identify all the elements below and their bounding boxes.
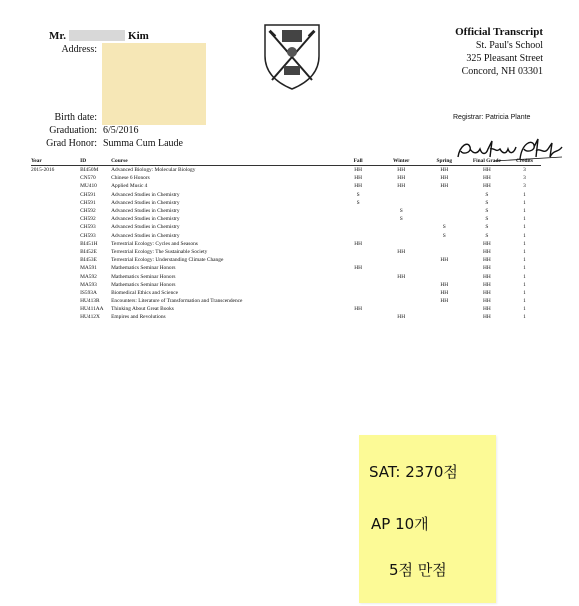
cell-course: Empires and Revolutions (111, 314, 166, 321)
cell-fall (337, 281, 380, 289)
cell-final-grade: HH (482, 183, 491, 190)
school-name: St. Paul's School (475, 40, 543, 51)
grad-honor-value: Summa Cum Laude (103, 138, 183, 149)
cell-winter (380, 191, 423, 199)
cell-winter: HH (397, 314, 406, 321)
cell-id: MU410 (80, 183, 97, 190)
registrar-line: Registrar: Patricia Plante (453, 114, 531, 121)
cell-credits: 1 (523, 314, 526, 321)
header-winter: Winter (393, 158, 410, 164)
cell-spring (423, 215, 466, 223)
table-row (31, 264, 541, 272)
cell-id: IS593A (80, 289, 97, 296)
table-row (31, 223, 541, 231)
cell-final-grade: S (485, 208, 489, 215)
cell-id: MA591 (80, 265, 97, 272)
cell-id: HU411AA (80, 306, 104, 313)
grades-header-row (31, 157, 541, 166)
cell-id: CH592 (80, 216, 96, 223)
school-street: 325 Pleasant Street (466, 53, 543, 64)
transcript-title: Official Transcript (455, 26, 543, 38)
cell-fall: S (356, 191, 360, 198)
cell-fall: HH (354, 240, 363, 247)
cell-credits: 1 (523, 257, 526, 264)
cell-fall (337, 223, 380, 231)
header-spring: Spring (436, 158, 453, 164)
cell-spring: S (442, 232, 446, 239)
cell-id: CH591 (80, 199, 96, 206)
table-row (31, 289, 541, 297)
cell-year (31, 223, 80, 231)
table-row (31, 256, 541, 264)
cell-fall: HH (354, 167, 363, 174)
cell-course: Encounters: Literature of Transformation and Transcendence (111, 298, 243, 305)
cell-fall (337, 313, 380, 321)
school-info (455, 26, 543, 78)
header-credits: Credits (515, 158, 533, 164)
cell-final-grade: HH (482, 306, 491, 313)
cell-final-grade: HH (482, 298, 491, 305)
cell-id: CH593 (80, 224, 96, 231)
cell-spring (423, 313, 466, 321)
table-row (31, 297, 541, 305)
cell-winter (380, 264, 423, 272)
cell-spring: HH (440, 281, 449, 288)
cell-winter: S (399, 216, 403, 223)
cell-id: HU412X (80, 314, 100, 321)
cell-final-grade: S (485, 224, 489, 231)
cell-course: Mathematics Seminar Honors (111, 273, 176, 280)
cell-course: Advanced Studies in Chemistry (111, 199, 180, 206)
cell-spring (423, 305, 466, 313)
table-row (31, 248, 541, 256)
cell-year (31, 313, 80, 321)
cell-winter (380, 223, 423, 231)
cell-id: MA593 (80, 281, 97, 288)
cell-credits: 1 (523, 208, 526, 215)
cell-fall: HH (354, 306, 363, 313)
cell-fall (337, 289, 380, 297)
address-redaction (102, 43, 206, 125)
cell-fall: HH (354, 265, 363, 272)
cell-winter: S (399, 208, 403, 215)
cell-winter (380, 289, 423, 297)
cell-year (31, 191, 80, 199)
cell-id: BI451H (80, 240, 98, 247)
cell-course: Advanced Studies in Chemistry (111, 224, 180, 231)
graduation-value: 6/5/2016 (103, 125, 139, 136)
cell-fall: S (356, 199, 360, 206)
cell-course: Mathematics Seminar Honors (111, 265, 176, 272)
table-row (31, 240, 541, 248)
address-label: Address: (61, 44, 97, 55)
cell-id: CH593 (80, 232, 96, 239)
cell-fall (337, 272, 380, 280)
table-row (31, 281, 541, 289)
header-fall: Fall (353, 158, 363, 164)
cell-credits: 1 (523, 306, 526, 313)
cell-year (31, 281, 80, 289)
cell-final-grade: HH (482, 273, 491, 280)
cell-year (31, 240, 80, 248)
cell-credits: 1 (523, 216, 526, 223)
cell-winter: HH (397, 273, 406, 280)
cell-id: HU413R (80, 298, 100, 305)
cell-course: Advanced Studies in Chemistry (111, 232, 180, 239)
cell-credits: 1 (523, 232, 526, 239)
student-name (49, 30, 149, 42)
cell-winter: HH (397, 175, 406, 182)
cell-spring (423, 240, 466, 248)
cell-id: CN570 (80, 175, 96, 182)
cell-final-grade: HH (482, 289, 491, 296)
cell-fall (337, 232, 380, 240)
cell-id: MA592 (80, 273, 97, 280)
header-final-grade: Final Grade (472, 158, 501, 164)
surname: Kim (128, 30, 149, 42)
cell-winter: HH (397, 248, 406, 255)
cell-credits: 1 (523, 248, 526, 255)
cell-year (31, 305, 80, 313)
table-row (31, 232, 541, 240)
table-row (31, 215, 541, 223)
cell-course: Applied Music 4 (111, 183, 148, 190)
cell-course: Biomedical Ethics and Science (111, 289, 179, 296)
cell-spring: HH (440, 298, 449, 305)
header-course: Course (111, 158, 128, 164)
header-year: Year (31, 158, 42, 164)
table-row (31, 199, 541, 207)
cell-credits: 1 (523, 199, 526, 206)
cell-fall (337, 248, 380, 256)
sticky-note-sat: SAT: 2370점 (369, 463, 458, 481)
cell-final-grade: HH (482, 257, 491, 264)
cell-year (31, 289, 80, 297)
grades-table (31, 157, 541, 322)
cell-spring (423, 191, 466, 199)
cell-id: BI452E (80, 248, 97, 255)
school-crest-icon (262, 22, 322, 92)
cell-fall (337, 207, 380, 215)
salutation: Mr. (49, 30, 67, 42)
cell-winter (380, 199, 423, 207)
cell-credits: 1 (523, 298, 526, 305)
sticky-note-ap: AP 10개 (371, 515, 429, 533)
cell-fall (337, 297, 380, 305)
cell-winter (380, 240, 423, 248)
cell-final-grade: S (485, 191, 489, 198)
cell-year (31, 207, 80, 215)
cell-fall: HH (354, 175, 363, 182)
cell-final-grade: HH (482, 240, 491, 247)
cell-year (31, 174, 80, 182)
cell-winter: HH (397, 167, 406, 174)
cell-credits: 3 (523, 175, 526, 182)
cell-year (31, 256, 80, 264)
cell-spring (423, 272, 466, 280)
table-row (31, 272, 541, 280)
cell-year: 2015-2016 (31, 167, 55, 174)
cell-spring: HH (440, 167, 449, 174)
cell-credits: 1 (523, 240, 526, 247)
cell-spring: HH (440, 257, 449, 264)
cell-id: CH591 (80, 191, 96, 198)
cell-credits: 1 (523, 289, 526, 296)
cell-spring: S (442, 224, 446, 231)
cell-course: Terrestrial Ecology: Understanding Climate Change (111, 257, 224, 264)
cell-final-grade: S (485, 216, 489, 223)
cell-year (31, 264, 80, 272)
cell-credits: 1 (523, 281, 526, 288)
table-row (31, 174, 541, 182)
cell-final-grade: S (485, 199, 489, 206)
table-row (31, 166, 541, 175)
cell-final-grade: HH (482, 281, 491, 288)
graduation-label: Graduation: (49, 125, 97, 136)
cell-credits: 1 (523, 191, 526, 198)
cell-credits: 3 (523, 167, 526, 174)
cell-winter (380, 305, 423, 313)
school-city: Concord, NH 03301 (461, 66, 543, 77)
cell-final-grade: HH (482, 248, 491, 255)
cell-winter: HH (397, 183, 406, 190)
cell-year (31, 297, 80, 305)
cell-spring (423, 199, 466, 207)
cell-final-grade: HH (482, 167, 491, 174)
cell-winter (380, 281, 423, 289)
cell-spring (423, 264, 466, 272)
sticky-note (359, 435, 496, 603)
cell-winter (380, 297, 423, 305)
cell-course: Advanced Studies in Chemistry (111, 216, 180, 223)
cell-credits: 1 (523, 265, 526, 272)
cell-course: Advanced Biology: Molecular Biology (111, 167, 196, 174)
cell-course: Advanced Studies in Chemistry (111, 191, 180, 198)
cell-spring (423, 207, 466, 215)
cell-year (31, 199, 80, 207)
cell-fall (337, 256, 380, 264)
table-row (31, 191, 541, 199)
cell-spring: HH (440, 183, 449, 190)
cell-final-grade: HH (482, 314, 491, 321)
cell-course: Terrestrial Ecology: Cycles and Seasons (111, 240, 198, 247)
cell-year (31, 248, 80, 256)
header-id: ID (80, 158, 87, 164)
cell-year (31, 215, 80, 223)
cell-course: Chinese 6 Honors (111, 175, 150, 182)
cell-year (31, 182, 80, 190)
cell-final-grade: S (485, 232, 489, 239)
cell-course: Mathematics Seminar Honors (111, 281, 176, 288)
table-row (31, 313, 541, 321)
cell-id: CH592 (80, 208, 96, 215)
cell-winter (380, 256, 423, 264)
redacted-first-name (69, 30, 125, 41)
table-row (31, 305, 541, 313)
cell-spring: HH (440, 289, 449, 296)
cell-credits: 3 (523, 183, 526, 190)
cell-id: BI450M (80, 167, 99, 174)
table-row (31, 182, 541, 190)
birth-date-label: Birth date: (54, 112, 97, 123)
cell-year (31, 272, 80, 280)
cell-spring (423, 248, 466, 256)
table-row (31, 207, 541, 215)
sticky-note-score: 5점 만점 (389, 561, 447, 579)
cell-fall: HH (354, 183, 363, 190)
cell-final-grade: HH (482, 175, 491, 182)
cell-winter (380, 232, 423, 240)
grad-honor-label: Grad Honor: (46, 138, 97, 149)
cell-course: Terrestrial Ecology: The Sustainable Society (111, 248, 208, 255)
cell-id: BI453E (80, 257, 97, 264)
cell-credits: 1 (523, 273, 526, 280)
cell-spring: HH (440, 175, 449, 182)
cell-credits: 1 (523, 224, 526, 231)
cell-course: Advanced Studies in Chemistry (111, 208, 180, 215)
cell-course: Thinking About Great Books (111, 306, 174, 313)
cell-fall (337, 215, 380, 223)
cell-final-grade: HH (482, 265, 491, 272)
cell-year (31, 232, 80, 240)
